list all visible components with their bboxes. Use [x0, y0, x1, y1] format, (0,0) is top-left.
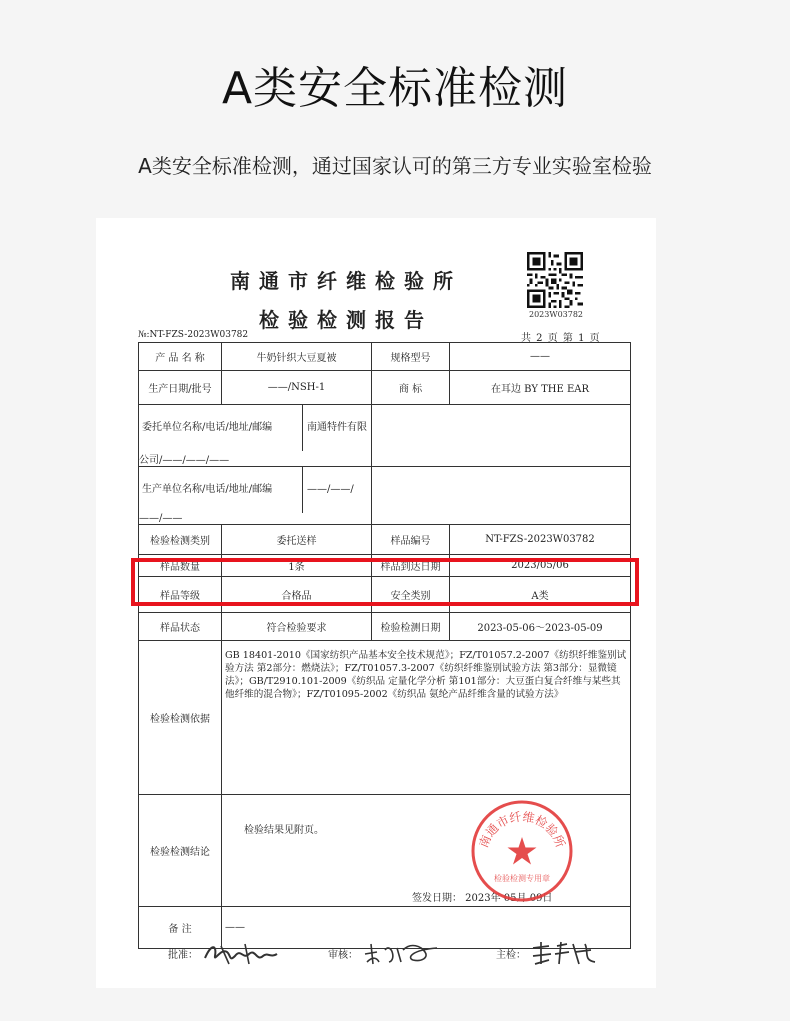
spec-label: 规格型号 [372, 343, 450, 371]
arrival-value: 2023/05/06 [450, 555, 631, 577]
state-label: 样品状态 [139, 613, 222, 641]
arrival-label: 样品到达日期 [372, 555, 450, 577]
category-value: 委托送样 [222, 525, 372, 555]
client-cell [139, 405, 372, 467]
handwritten-signature-icon [201, 938, 281, 968]
quantity-value: 1条 [222, 555, 372, 577]
sample-no-label: 样品编号 [372, 525, 450, 555]
brand-label: 商 标 [372, 371, 450, 405]
test-date-value: 2023-05-06～2023-05-09 [450, 613, 631, 641]
report-title: 检验检测报告 [259, 308, 433, 332]
seal-bottom-text: 检验检测专用章 [494, 874, 550, 883]
producer-cell [139, 467, 372, 525]
table-row [139, 343, 631, 371]
report-number: №:NT-FZS-2023W03782 [138, 330, 249, 340]
table-row [139, 371, 631, 405]
qr-code-icon [527, 252, 583, 308]
approve-label: 批准： [168, 949, 198, 961]
main-inspector-label: 主检： [496, 949, 526, 961]
product-name-label: 产 品 名 称 [139, 343, 222, 371]
category-label: 检验检测类别 [139, 525, 222, 555]
table-row [139, 525, 631, 555]
safety-category-label: 安全类别 [372, 577, 450, 613]
table-row [139, 405, 631, 467]
basis-label: 检验检测依据 [139, 641, 222, 795]
highlight-box [131, 558, 639, 606]
approve-signature [168, 938, 281, 968]
table-row [139, 467, 631, 525]
remarks-label: 备 注 [139, 907, 222, 949]
sample-no-value: NT-FZS-2023W03782 [450, 525, 631, 555]
client-empty [372, 405, 631, 467]
report-table [138, 342, 631, 949]
conclusion-cell [222, 795, 631, 907]
test-date-label: 检验检测日期 [372, 613, 450, 641]
table-row [139, 641, 631, 795]
product-name-value: 牛奶针织大豆夏被 [222, 343, 372, 371]
remarks-value: —— [222, 907, 631, 949]
brand-value: 在耳边 BY THE EAR [450, 371, 631, 405]
official-seal-icon [470, 799, 574, 903]
date-batch-value: ——/NSH-1 [222, 371, 372, 405]
review-label: 审核： [328, 949, 358, 961]
page-title: A类安全标准检测 [221, 63, 569, 114]
report-organization: 南通市纤维检验所 [230, 269, 462, 293]
signature-row [138, 930, 630, 970]
main-inspector-signature [496, 938, 599, 968]
grade-label: 样品等级 [139, 577, 222, 613]
spec-value: —— [450, 343, 631, 371]
issue-date: 签发日期： 2023年 05月 09日 [412, 893, 553, 904]
table-row [139, 613, 631, 641]
handwritten-signature-icon [529, 938, 599, 968]
date-batch-label: 生产日期/批号 [139, 371, 222, 405]
client-value: 南通特件有限公司/——/——/—— [139, 422, 367, 466]
basis-value: GB 18401-2010《国家纺织产品基本安全技术规范》；FZ/T01057.2-2007《纺织纤维鉴别试验方法 第2部分：燃烧法》；FZ/T01057.3-2007《纺织纤维鉴别试验方法 第3部分：显微镜法》；GB/T2910.101-2009《纺织品 定量化学分析 第101部分：大豆蛋白复合纤维与某些其他纤维的混合物》；FZ/T01095-2002《纺织品 氨纶产品纤维含量的试验方法》 [222, 641, 631, 795]
page-count: 共 2 页 第 1 页 [521, 333, 601, 344]
conclusion-label: 检验检测结论 [139, 795, 222, 907]
page-subtitle: A类安全标准检测，通过国家认可的第三方专业实验室检验 [138, 154, 652, 178]
state-value: 符合检验要求 [222, 613, 372, 641]
quantity-label: 样品数量 [139, 555, 222, 577]
producer-empty [372, 467, 631, 525]
producer-label: 生产单位名称/电话/地址/邮编 [139, 467, 303, 513]
seal-text: 南通市纤维检验所 [476, 809, 568, 850]
handwritten-signature-icon [361, 938, 441, 968]
producer-value: ——/——/——/—— [139, 484, 354, 524]
client-label: 委托单位名称/电话/地址/邮编 [139, 405, 303, 451]
grade-value: 合格品 [222, 577, 372, 613]
table-row [139, 795, 631, 907]
review-signature [328, 938, 441, 968]
conclusion-value: 检验结果见附页。 [244, 825, 324, 836]
qr-code-label: 2023W03782 [528, 310, 584, 319]
safety-category-value: A类 [450, 577, 631, 613]
